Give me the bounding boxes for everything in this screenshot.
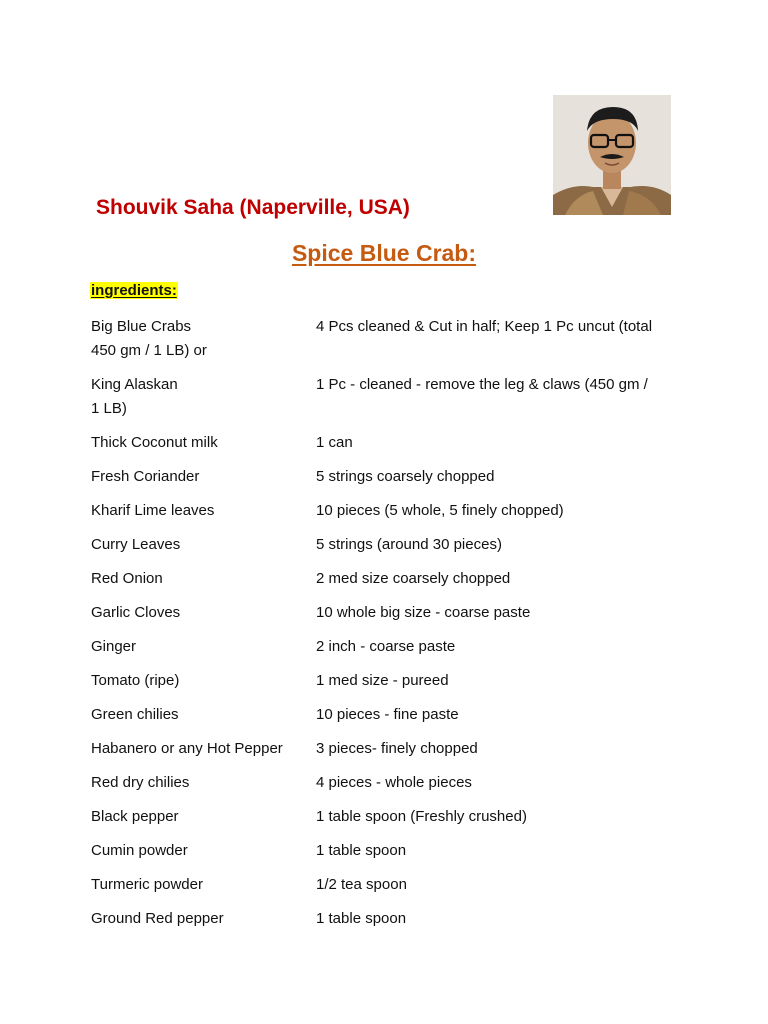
ingredient-name: Curry Leaves [91, 536, 181, 553]
ingredient-quantity: 1/2 tea spoon [316, 876, 407, 893]
ingredient-name: Red Onion [91, 570, 163, 587]
ingredient-name: Garlic Cloves [91, 604, 181, 621]
ingredient-name: Tomato (ripe) [91, 672, 180, 689]
ingredient-row [91, 907, 691, 931]
ingredient-row [91, 635, 691, 659]
author-photo [553, 95, 671, 215]
ingredient-name: Thick Coconut milk [91, 434, 218, 451]
ingredient-name: Ground Red pepper [91, 910, 224, 927]
ingredient-name: Kharif Lime leaves [91, 502, 215, 519]
ingredient-quantity: 10 whole big size - coarse paste [316, 604, 531, 621]
ingredient-name: King Alaskan 1 LB) [91, 376, 178, 417]
ingredient-row [91, 805, 691, 829]
ingredient-name: Green chilies [91, 706, 179, 723]
ingredient-quantity: 1 table spoon (Freshly crushed) [316, 808, 527, 825]
ingredient-row [91, 431, 691, 455]
ingredient-row [91, 567, 691, 591]
ingredient-row [91, 315, 691, 363]
ingredient-row [91, 465, 691, 489]
ingredient-quantity: 1 Pc - cleaned - remove the leg & claws (450 gm / [316, 376, 648, 393]
ingredient-row [91, 771, 691, 795]
ingredient-quantity: 1 med size - pureed [316, 672, 449, 689]
author-name: Shouvik Saha (Naperville, USA) [96, 196, 410, 219]
ingredient-quantity: 4 pieces - whole pieces [316, 774, 472, 791]
ingredient-quantity: 10 pieces (5 whole, 5 finely chopped) [316, 502, 564, 519]
recipe-title-text: Spice Blue Crab: [291, 240, 477, 266]
ingredient-quantity: 1 table spoon [316, 910, 407, 927]
ingredients-list [91, 315, 691, 941]
ingredient-quantity: 3 pieces- finely chopped [316, 740, 478, 757]
ingredient-row [91, 703, 691, 727]
ingredient-name: Habanero or any Hot Pepper [91, 740, 283, 757]
recipe-title [0, 240, 768, 267]
ingredient-quantity: 10 pieces - fine paste [316, 706, 459, 723]
ingredient-row [91, 533, 691, 557]
ingredient-name: Big Blue Crabs 450 gm / 1 LB) or [91, 318, 207, 359]
ingredient-quantity: 1 can [316, 434, 353, 451]
ingredient-name: Ginger [91, 638, 137, 655]
ingredient-row [91, 839, 691, 863]
ingredient-row [91, 737, 691, 761]
ingredient-row [91, 373, 691, 421]
ingredient-name: Black pepper [91, 808, 179, 825]
ingredient-quantity: 5 strings (around 30 pieces) [316, 536, 502, 553]
ingredient-row [91, 873, 691, 897]
ingredient-quantity: 5 strings coarsely chopped [316, 468, 495, 485]
ingredient-quantity: 2 med size coarsely chopped [316, 570, 511, 587]
ingredient-quantity: 4 Pcs cleaned & Cut in half; Keep 1 Pc uncut (total [316, 318, 653, 335]
ingredient-row [91, 669, 691, 693]
ingredient-row [91, 601, 691, 625]
ingredient-name: Cumin powder [91, 842, 188, 859]
ingredient-row [91, 499, 691, 523]
ingredient-name: Red dry chilies [91, 774, 190, 791]
ingredient-quantity: 2 inch - coarse paste [316, 638, 456, 655]
ingredient-name: Turmeric powder [91, 876, 203, 893]
ingredients-heading: ingredients: [91, 282, 177, 299]
ingredient-quantity: 1 table spoon [316, 842, 407, 859]
ingredient-name: Fresh Coriander [91, 468, 200, 485]
